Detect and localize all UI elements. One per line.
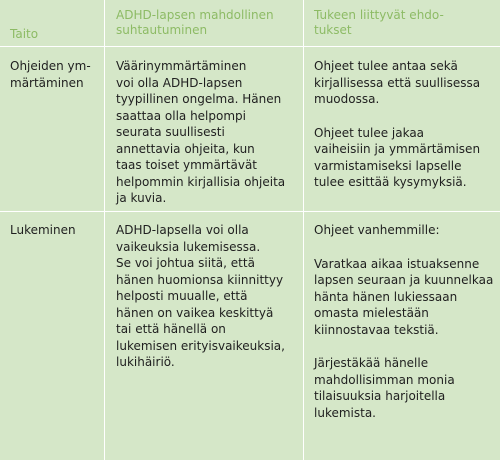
row-divider <box>0 46 500 47</box>
header-suggestions <box>314 8 494 38</box>
row-2-skill <box>10 222 102 239</box>
column-divider <box>303 0 304 460</box>
column-divider <box>104 0 105 460</box>
row-2-suggestion-3: Järjestäkää hänelle mahdollisimman monia tilaisuuksia harjoitella lukemista. <box>314 356 455 420</box>
header-response-text: ADHD-lapsen mahdollinen suhtautuminen <box>116 8 274 37</box>
header-skill <box>10 27 102 42</box>
row-1-suggestion-1: Ohjeet tulee antaa sekä kirjallisessa että suullisessa muodossa. <box>314 59 481 106</box>
row-2-suggestions <box>314 222 494 421</box>
row-1-response <box>116 58 298 207</box>
row-2-suggestion-1: Ohjeet vanhemmille: <box>314 223 440 237</box>
row-1-suggestions <box>314 58 494 191</box>
row-2-response <box>116 222 298 371</box>
header-skill-text: Taito <box>10 27 39 41</box>
row-1-skill-text: Ohjeiden ym- märtäminen <box>10 59 91 90</box>
row-1-suggestion-2: Ohjeet tulee jakaa vaiheisiin ja ymmärtämisen varmistamiseksi lapselle tulee esittää kysymyksiä. <box>314 125 481 189</box>
row-2-response-text: ADHD-lapsella voi olla vaikeuksia lukemisessa. Se voi johtua siitä, että hänen huomionsa kiinnittyy helposti muualle, että hänen on vaikea keskittyä tai että hänellä on lukemisen erityisvaikeuksia, lukihäiriö. <box>116 223 285 369</box>
header-suggestions-text: Tukeen liittyvät ehdo- tukset <box>314 8 444 37</box>
header-response <box>116 8 298 38</box>
row-2-skill-text: Lukeminen <box>10 223 76 237</box>
row-divider <box>0 211 500 212</box>
row-1-response-text: Väärinymmärtäminen voi olla ADHD-lapsen tyypillinen ongelma. Hänen saattaa olla helpompi seurata suullisesti annettavia ohjeita, kun taas toiset ymmärtävät helpommin kirjallisia ohjeita ja kuvia. <box>116 59 286 205</box>
row-1-skill <box>10 58 102 91</box>
row-2-suggestion-2: Varatkaa aikaa istuaksenne lapsen seuraan ja kuunnelkaa hänta hänen lukiessaan omasta mielestään kiinnostavaa tekstiä. <box>314 256 494 337</box>
